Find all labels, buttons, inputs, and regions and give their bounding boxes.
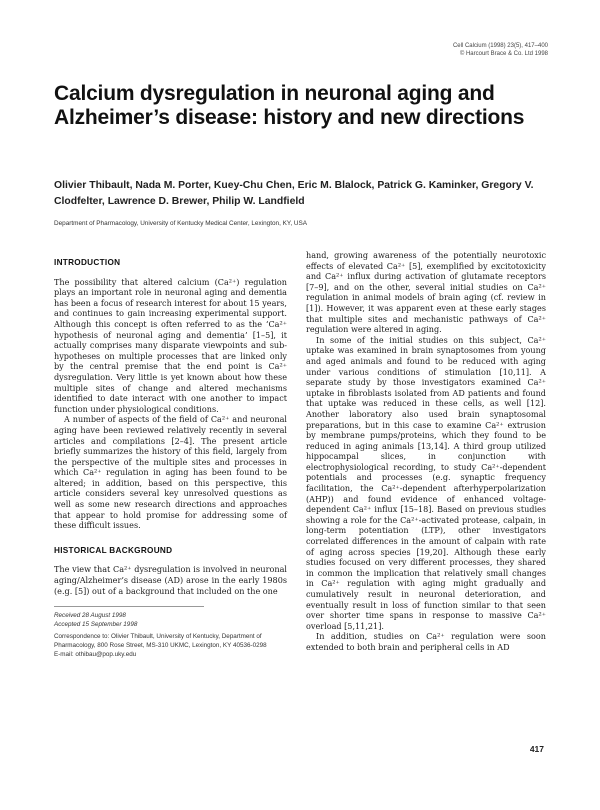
page-number: 417 xyxy=(529,744,544,754)
author-list: Olivier Thibault, Nada M. Porter, Kuey-Chu Chen, Eric M. Blalock, Patrick G. Kaminker, Gregory V. Clodfelter, Lawrence D. Brewer, Philip W. Landfield xyxy=(54,180,534,207)
right-paragraph-2: In some of the initial studies on this subject, Ca²⁺ uptake was examined in brain synaptosomes from young and aged animals and found to be reduced with aging under various conditions of stimulation [10,11]. A separate study by those investigators examined Ca²⁺ uptake in fibroblasts isolated from AD patients and found that uptake was reduced in these cells, as well [12]. Another laboratory also used brain synaptosomal preparations, but in this case to examine Ca²⁺ extrusion by membrane pumps/proteins, which they found to be reduced in aging animals [13,14]. A third group utilized hippocampal slices, in conjunction with electrophysiological recording, to study Ca²⁺-dependent potentials and processes (e.g. synaptic frequency facilitation, the Ca²⁺-dependent afterhyperpolarization (AHP)) and found evidence of enhanced voltage-dependent Ca²⁺ influx [15–18]. Based on previous studies showing a role for the Ca²⁺-activated protease, calpain, in long-term potentiation (LTP), other investigators correlated differences in the amount of calpain with rate of aging across species [19,20]. Although these early studies focused on very different processes, they shared in common the implication that relatively small changes in Ca²⁺ regulation with aging might gradually and cumulatively result in neuronal deterioration, and eventually result in loss of function similar to that seen over shorter time spans in response to massive Ca²⁺ overload [5,11,21]. xyxy=(306,334,546,631)
right-column xyxy=(306,250,546,653)
article-title: Calcium dysregulation in neuronal aging and Alzheimer’s disease: history and new directions xyxy=(54,82,525,129)
journal-copyright-line: © Harcourt Brace & Co. Ltd 1998 xyxy=(459,51,548,57)
history-heading: HISTORICAL BACKGROUND xyxy=(54,545,173,555)
accepted-date: Accepted 15 September 1998 xyxy=(54,620,138,628)
journal-citation xyxy=(378,42,548,58)
received-date: Received 28 August 1998 xyxy=(54,612,126,620)
introduction-heading: INTRODUCTION xyxy=(54,258,121,267)
footnote-divider xyxy=(54,606,204,607)
journal-citation-line: Cell Calcium (1998) 23(5), 417–400 xyxy=(452,43,548,49)
right-paragraph-3: In addition, studies on Ca²⁺ regulation were soon extended to both brain and peripheral cells in AD xyxy=(306,631,546,652)
introduction-paragraph-2: A number of aspects of the field of Ca²⁺ and neuronal aging have been reviewed relatively recently in several articles and compilations [2–4]. The present article briefly summarizes the history of this field, largely from the perspective of the multiple sites and processes in which Ca²⁺ regulation in aging has been found to be altered; in addition, based on this perspective, this article considers several key unresolved questions as well as some new research directions and approaches that appear to hold promise for addressing some of these difficult issues. xyxy=(54,414,287,531)
introduction-paragraph-1: The possibility that altered calcium (Ca²⁺) regulation plays an important role in neuronal aging and dementia has been a focus of research interest for about 15 years, and continues to gain increasing experimental support. Although this concept is often referred to as the ‘Ca²⁺ hypothesis of neuronal aging and dementia’ [1–5], it actually comprises many disparate viewpoints and sub-hypotheses on multiple processes that are linked only by the central premise that the end point is Ca²⁺ dysregulation. Very little is yet known about how these multiple sites of change and altered mechanisms identified to date interact with one another to impact function under physiological conditions. xyxy=(54,276,287,414)
left-column xyxy=(54,258,287,659)
right-paragraph-1: hand, growing awareness of the potentially neurotoxic effects of elevated Ca²⁺ [5], exemplified by excitotoxicity and Ca²⁺ influx during activation of glutamate receptors [7–9], and on the other, several initial studies on Ca²⁺ regulation in animal models of brain aging (cf. review in [1]). However, it was apparent even at these early stages that multiple sites and mechanistic pathways of Ca²⁺ regulation were altered in aging. xyxy=(306,250,546,335)
correspondence-address: Correspondence to: Olivier Thibault, University of Kentucky, Department of Pharmacology, 800 Rose Street, MS-310 UKMC, Lexington, KY 40536-0298 xyxy=(54,633,267,649)
correspondence xyxy=(54,633,287,659)
affiliation: Department of Pharmacology, University of Kentucky Medical Center, Lexington, KY, USA xyxy=(54,220,308,227)
history-paragraph-1: The view that Ca²⁺ dysregulation is involved in neuronal aging/Alzheimer’s disease (AD) arose in the early 1980s (e.g. [5]) out of a background that included on the one xyxy=(54,564,287,596)
correspondence-email: E-mail: othibau@pop.uky.edu xyxy=(54,650,137,658)
article-dates xyxy=(54,612,287,629)
